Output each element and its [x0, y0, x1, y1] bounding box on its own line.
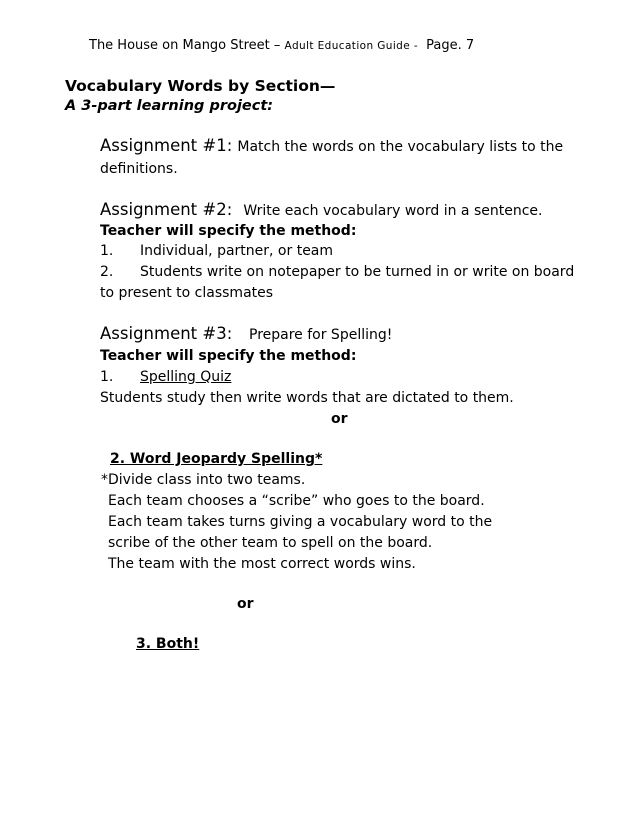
assignment-2-item-2-num: 2. [100, 264, 114, 280]
header-book-title: The House on Mango Street – [89, 38, 281, 53]
jeopardy-line-3: Each team takes turns giving a vocabulary word to the [108, 514, 493, 530]
page-subtitle: A 3-part learning project: [65, 98, 274, 114]
page-title: Vocabulary Words by Section— [65, 77, 336, 95]
assignment-2-text: Write each vocabulary word in a sentence. [243, 203, 543, 219]
assignment-3-item-1-desc: Students study then write words that are dictated to them. [100, 390, 514, 406]
or-separator-1: or [331, 411, 348, 427]
assignment-3-item-2: 2. Word Jeopardy Spelling* [110, 451, 323, 467]
assignment-2-item-1: Individual, partner, or team [140, 243, 334, 259]
jeopardy-line-1: *Divide class into two teams. [101, 472, 306, 488]
jeopardy-line-5: The team with the most correct words wins. [108, 556, 416, 572]
assignment-2 [100, 200, 542, 219]
assignment-3-item-1-num: 1. [100, 369, 114, 385]
assignment-2-item-1-num: 1. [100, 243, 114, 259]
or-separator-2: or [237, 596, 254, 612]
assignment-3-label: Assignment #3: [100, 324, 233, 343]
assignment-3-item-1: Spelling Quiz [140, 369, 232, 385]
assignment-2-label: Assignment #2: [100, 200, 233, 219]
page-header [89, 38, 474, 53]
assignment-3-text: Prepare for Spelling! [249, 327, 393, 343]
assignment-1-label: Assignment #1: [100, 136, 233, 155]
assignment-1 [100, 136, 563, 155]
assignment-1-text: Match the words on the vocabulary lists to the [237, 139, 564, 155]
header-page-number: Page. 7 [426, 38, 475, 53]
jeopardy-line-2: Each team chooses a “scribe” who goes to the board. [108, 493, 485, 509]
assignment-2-item-2-cont: to present to classmates [100, 285, 274, 301]
assignment-1-text-cont: definitions. [100, 161, 178, 177]
assignment-2-item-2: Students write on notepaper to be turned in or write on board [140, 264, 575, 280]
header-guide-title: Adult Education Guide - [284, 40, 419, 52]
assignment-3-item-3: 3. Both! [136, 636, 200, 652]
jeopardy-line-4: scribe of the other team to spell on the board. [108, 535, 433, 551]
assignment-3-method: Teacher will specify the method: [100, 348, 357, 364]
assignment-2-method: Teacher will specify the method: [100, 223, 357, 239]
